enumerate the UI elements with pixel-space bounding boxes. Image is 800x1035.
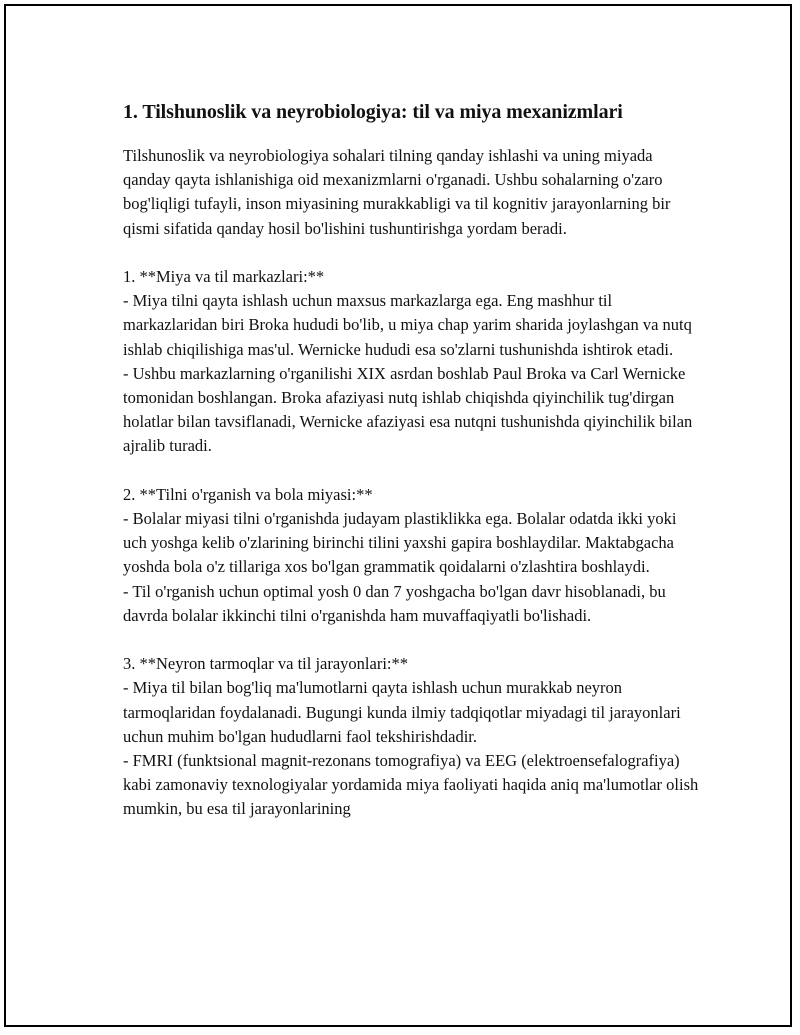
section-3-title: 3. **Neyron tarmoqlar va til jarayonlari:** xyxy=(123,654,408,674)
section-1-bullet-1: - Miya tilni qayta ishlash uchun maxsus markazlarga ega. Eng mashhur til markazlaridan biri Broka hududi bo'lib, u miya chap yarim sharida joylashgan va nutq ishlab chiqilishiga mas'ul. Wernicke hududi esa so'zlarni tushunishda ishtirok etadi. xyxy=(123,291,692,359)
page-frame xyxy=(4,4,792,1027)
section-2-bullet-1: - Bolalar miyasi tilni o'rganishda judayam plastiklikka ega. Bolalar odatda ikki yoki uch yoshga kelib o'zlarining birinchi tilini yaxshi gapira boshlaydilar. Maktabgacha yoshda bola o'z tillariga xos bo'lgan grammatik qoidalarni o'zlashtira boshlaydi. xyxy=(123,509,677,577)
section-3-bullet-1: - Miya til bilan bog'liq ma'lumotlarni qayta ishlash uchun murakkab neyron tarmoqlaridan foydalanadi. Bugungi kunda ilmiy tadqiqotlar miyadagi til jarayonlari uchun muhim bo'lgan hududlarni faol tekshirishdadir. xyxy=(123,678,681,746)
document-heading: 1. Tilshunoslik va neyrobiologiya: til va miya mexanizmlari xyxy=(123,101,623,123)
paragraph-gap xyxy=(123,459,703,483)
paragraph-gap xyxy=(123,628,703,652)
intro-paragraph: Tilshunoslik va neyrobiologiya sohalari tilning qanday ishlashi va uning miyada qanday qayta ishlanishiga oid mexanizmlarni o'rganadi. Ushbu sohalarning o'zaro bog'liqligi tufayli, inson miyasining murakkabligi va til kognitiv jarayonlarning bir qismi sifatida qanday hosil bo'lishini tushuntirishga yordam beradi. xyxy=(123,146,671,238)
document-body xyxy=(123,98,703,822)
section-1-bullet-2: - Ushbu markazlarning o'rganilishi XIX asrdan boshlab Paul Broka va Carl Wernicke tomonidan boshlangan. Broka afaziyasi nutq ishlab chiqishda qiyinchilik tug'dirgan holatlar bilan tavsiflanadi, Wernicke afaziyasi esa nutqni tushunishda qiyinchilik bilan ajralib turadi. xyxy=(123,363,693,456)
paragraph-gap xyxy=(123,241,703,265)
section-3-bullet-2: - FMRI (funktsional magnit-rezonans tomografiya) va EEG (elektroensefalografiya) kabi zamonaviy texnologiyalar yordamida miya faoliyati haqida aniq ma'lumotlar olish mumkin, bu esa til jarayonlarining xyxy=(123,751,699,819)
section-2-bullet-2: - Til o'rganish uchun optimal yosh 0 dan 7 yoshgacha bo'lgan davr hisoblanadi, bu davrda bolalar ikkinchi tilni o'rganishda ham muvaffaqiyatli bo'lishadi. xyxy=(123,581,666,625)
section-1-title: 1. **Miya va til markazlari:** xyxy=(123,267,325,286)
section-2-title: 2. **Tilni o'rganish va bola miyasi:** xyxy=(123,484,373,504)
